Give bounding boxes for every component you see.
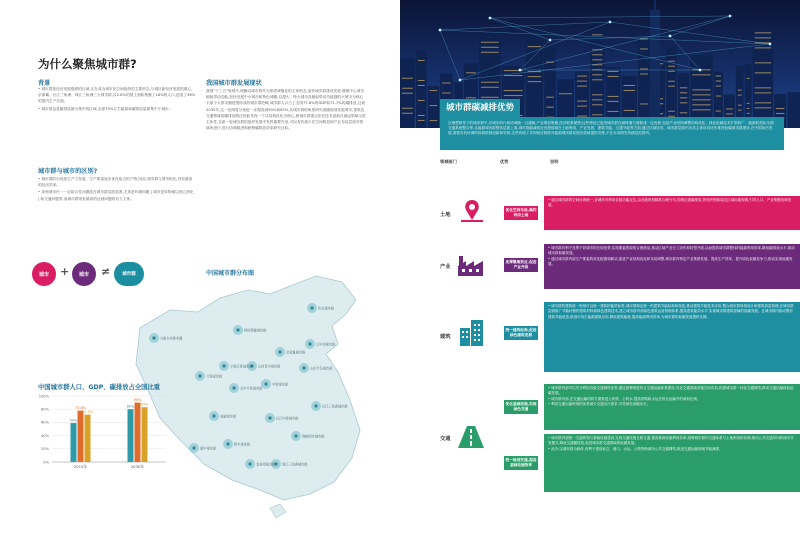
map-label: 中原城市群 (272, 382, 288, 387)
map-pin (149, 333, 159, 343)
difference-heading: 城市群与城市的区别? (38, 168, 98, 175)
map-pin (265, 413, 275, 423)
hero-title: 城市群碳减排优势 (440, 99, 520, 117)
dept-building: 建筑 (440, 334, 451, 340)
bar-value-label: 83% (140, 402, 149, 407)
land-icon (458, 198, 486, 228)
difference-bullet-1: • 城市群的出现是生产力发展、生产要素逐步优化组合的产物,因此,城市群与城市相比,具有最高的经济效率。 (38, 177, 193, 188)
y-tick-label: 80% (41, 407, 49, 412)
city-circle-2: 城市 (72, 262, 96, 286)
skyline-building (787, 92, 800, 128)
x-tick-label: 2030年 (130, 464, 145, 469)
map-pin (233, 325, 243, 335)
network-node (439, 29, 442, 32)
map-label: 兰西城市群 (206, 374, 222, 379)
y-tick-label: 20% (41, 447, 49, 452)
bar-chart-svg (30, 390, 170, 470)
status-heading: 我国城市群发展现状 (206, 80, 262, 87)
difference-text (38, 176, 196, 203)
map-pin (275, 347, 285, 357)
map-title: 中国城市群分布图 (206, 270, 255, 277)
intro-text: 在理想情景下的城市群中,各城市的行政协调统一且通畅,产业要如集聚,经济联系紧密;这些特征已促进城市群在减排潜力面积成一定优势,包括产业结构调整结构优化、绿色低碳技术扩散转广、能源转型和全面交通系统整合等,从能源城市群整体层面上看,城市群能减排在优势领域在土地利用、产业发展、建筑节能、交通节能等方面,通过区域协同、城市群层面内各类主体协同协作推进低碳城市群建设,在中国前后发展,需要有机协调的体制机制创新和安排,这些协调工作和相应制度对能源城市群发展各领域提供决策,不在本项研究所顾及范围内。 (448, 121, 774, 136)
map-label: 京津冀城市群 (286, 350, 306, 355)
map-label: 长江中游城市群 (276, 416, 299, 421)
right-page (400, 0, 800, 534)
bar (128, 409, 134, 462)
badge-transport-1: 优化基础设施,实现绿色交通 (504, 400, 538, 414)
map-label: 海峡西岸城市群 (302, 434, 325, 439)
plus-sign: + (60, 265, 70, 278)
map-label: 呼包鄂榆城市群 (244, 328, 267, 333)
network-node (669, 35, 672, 38)
background-bullet-1: • 城市群是经济发展强度的区域,正在成为城市化空间组织的主要形态,与城区新经济发展的重心,京津冀、长江三角洲、珠江三角洲三大城市群,以2.8%的国土面积集聚了18%的人口,创造了36%的国内生产总值。 (38, 87, 196, 104)
bar-value-label: 71.7% (82, 410, 93, 415)
desc-transport-1: • 城市群内部可以充分利用各级交通网络优势,通过统筹推进综合交通运输体系建设,优化交通基础设施空间布局,构建城市群一体化交通网络,推动交通运输绿色低碳发展。 (548, 386, 794, 396)
network-node (699, 69, 702, 72)
map-label: 山西晋中城市群 (258, 364, 281, 369)
bar (71, 423, 77, 462)
map-pin (223, 439, 233, 449)
map-pin (219, 361, 229, 371)
bar-value-label: 59% (69, 418, 78, 423)
desc-transport-5: • 此外,以城市群为载体,有利于建设低空、港口、水运、公路等跨城市公共交通网络,推进交通运输领域节能减排。 (548, 446, 723, 451)
cluster-circle: 城市群 (114, 262, 144, 286)
map-pin (261, 379, 271, 389)
desc-industry-1: • 城市群有利于发挥不同城市的比较优势,实现要素资源的合理流动,推动区域产业分工协作和转型升级,从而提高城市群整体的能源利用效率,降低碳排放水平,推动城市群低碳发展。 (548, 246, 795, 256)
bar (135, 403, 141, 462)
bar (142, 407, 148, 462)
desc-transport-a (544, 384, 800, 430)
map-label: 长江三角洲城市群 (322, 404, 348, 409)
badge-land: 优化空间布局,集约利用土地 (504, 206, 538, 220)
bar-value-label: 90% (133, 398, 142, 403)
map-pin (195, 371, 205, 381)
status-text: 我国"十三五"规划中,明确以城市群作为推进城镇化的主体形态,加快城市群建设发展,增强中心城市辐射带动功能,加快发展中小城市和特色城镇,以超大、特大城市及辐射带动功能强的大城市为核心平原于大都市圈范围形成的城市群范畴,城市群人口占了全国77.8%的GDP和71.7%的碳排放,且到2030年,这一比例将分别进一步提高到90%和83%,从城市群的角度研究低碳规划发展城市,建筑及交通领域的碳排放路径因此发现一个以结构优化为核心,使城市群重点依托技术创新在最远领域示范主体性,在新一轮城市群的组织发展中发挥重要作用,可以有效减少在空间格局和产业布局层面对领域所进行,进行协调推进和统筹碳排放效率研究目标。 (206, 89, 366, 131)
map-label: 哈长城市群 (318, 306, 334, 311)
desc-transport-3: • 利用交通运输规划的优势减少交通出行需求,引导绿色低碳出行。 (548, 401, 651, 406)
network-node (769, 43, 772, 46)
y-tick-label: 40% (41, 433, 49, 438)
desc-transport-2: • 城市群内部,在交通运输结构方面推进公转铁、公转水,提高铁路和水运在综合运输中的承担比例。 (548, 396, 701, 401)
not-equal-sign: ≠ (101, 265, 111, 278)
hainan-island (270, 504, 286, 518)
difference-bullet-2: • 单独城市仍一一定给合性问题将在城市群层面显著,尤其是环境问题 | 城市是异物难以独立消化 | 和交通问题等,而城市群则有最高的达到问题的有力主体。 (38, 190, 194, 201)
page-title: 为什么聚焦城市群? (38, 57, 137, 71)
dept-industry: 产业 (440, 264, 451, 270)
background-heading: 背景 (38, 80, 51, 87)
desc-transport-b (544, 434, 800, 492)
skyline-building (544, 43, 556, 128)
map-label: 成渝城市群 (220, 414, 236, 419)
badge-transport-2: 统一规划交通,提高基础设施效率 (504, 456, 538, 470)
map-label: 辽中南城市群 (316, 342, 336, 347)
network-node (729, 15, 732, 18)
badge-industry: 发挥聚集效应,促进产业升级 (504, 258, 538, 272)
bar-value-label: 80% (126, 404, 135, 409)
map-label: 黔中城市群 (234, 442, 250, 447)
network-node (519, 69, 522, 72)
desc-industry (544, 244, 800, 289)
network-node (459, 79, 462, 82)
y-tick-label: 60% (41, 420, 49, 425)
y-tick-label: 100% (38, 394, 49, 399)
map-label: 乌鲁木齐都市圈 (160, 336, 183, 341)
factory-icon (456, 252, 486, 282)
desc-land (544, 196, 800, 230)
map-pin (299, 363, 309, 373)
map-pin (311, 401, 321, 411)
map-label: 宁夏沿黄城市群 (230, 364, 253, 369)
skyline-building (590, 30, 604, 128)
map-label: 北部湾城市群 (256, 462, 276, 467)
bar-value-label: 77.8% (75, 406, 86, 411)
y-tick-label: 0% (43, 460, 49, 465)
map-pin (229, 383, 239, 393)
bar (78, 411, 84, 462)
chart-title: 中国城市群人口、GDP、碳排放占全国比重 (38, 384, 161, 391)
road-icon (456, 424, 486, 454)
network-node (549, 39, 552, 42)
column-dept: 领域部门 (440, 159, 457, 164)
map-pin (189, 443, 199, 453)
desc-building (544, 302, 800, 372)
map-pin (245, 459, 255, 469)
skyline-building (416, 51, 427, 128)
map-label: 山东半岛城市群 (310, 366, 333, 371)
dept-transport: 交通 (440, 436, 451, 442)
map-label: 滇中城市群 (200, 446, 216, 451)
map-pin (305, 339, 315, 349)
map-pin (307, 303, 317, 313)
skyline-building (428, 86, 439, 128)
bar (85, 415, 91, 462)
map-pin (291, 431, 301, 441)
x-tick-label: 2015年 (73, 464, 88, 469)
network-node (609, 21, 612, 24)
map-pin (209, 411, 219, 421)
map-label: 珠江三角洲城市群 (282, 462, 308, 467)
dept-land: 土地 (440, 212, 451, 218)
desc-transport-4: • 城市群内部统一交通规划与基础设施建设,实现交通设施互联互通,提高基础设施利用效率,统筹城市群内交通体系与土地利用的协调,推动公共交通导向的城市开发模式,降低交通碳排放,促进城市群交通领域的低碳发展。 (548, 436, 794, 446)
bar-chart (30, 390, 170, 470)
map-label: 关中平原城市群 (240, 386, 263, 391)
desc-industry-2: • 通过城市群内部生产要素的优化配置和联动,促进产业结构优化和布局调整,城市群内特定产业集群发展、提高生产效率、提升绿色低碳竞争力,推动实现低碳发展。 (548, 256, 793, 266)
background-text (38, 86, 196, 113)
column-detail: 说明 (550, 159, 559, 164)
badge-building: 统一建筑标准,促进绿色建筑发展 (504, 326, 538, 340)
desc-land-1: • 通过城市群的空间协调统一,各城市可利用各级功能定位,由各级规划精准合理分布,控制区级碳排放,规划外围和周边区域用地规模,引导人口、产业集聚协调发展。 (548, 198, 792, 208)
skyline-building (526, 37, 544, 128)
network-node (489, 17, 492, 20)
city-circle-1: 城市 (32, 262, 56, 286)
desc-building-1: • 城市群的建筑统一规划可以统一建筑的能效标准,城市群制定统一的建筑节能标准和规范,推动建筑节能技术应用,整合城市群规划设计和建筑质量管理,在城市群层面推广节能环保的建筑材料和绿色建筑技术,建立城市群内部绿色建筑运营管理体系,提高建筑能效水平,实现城市群建筑领域的低碳发展。在城市群内推动既有建筑节能改造,推进可再生能源建筑应用,降低建筑能耗,提高能源利用效率,为城市群的低碳发展提供支撑。 (548, 304, 794, 319)
column-advantage: 优势 (500, 159, 509, 164)
background-bullet-2: • 城市群也是碳排放最为集中的区域,全球70%左右能源和碳排放量都集中于城市。 (38, 106, 173, 111)
building-icon (458, 318, 486, 352)
